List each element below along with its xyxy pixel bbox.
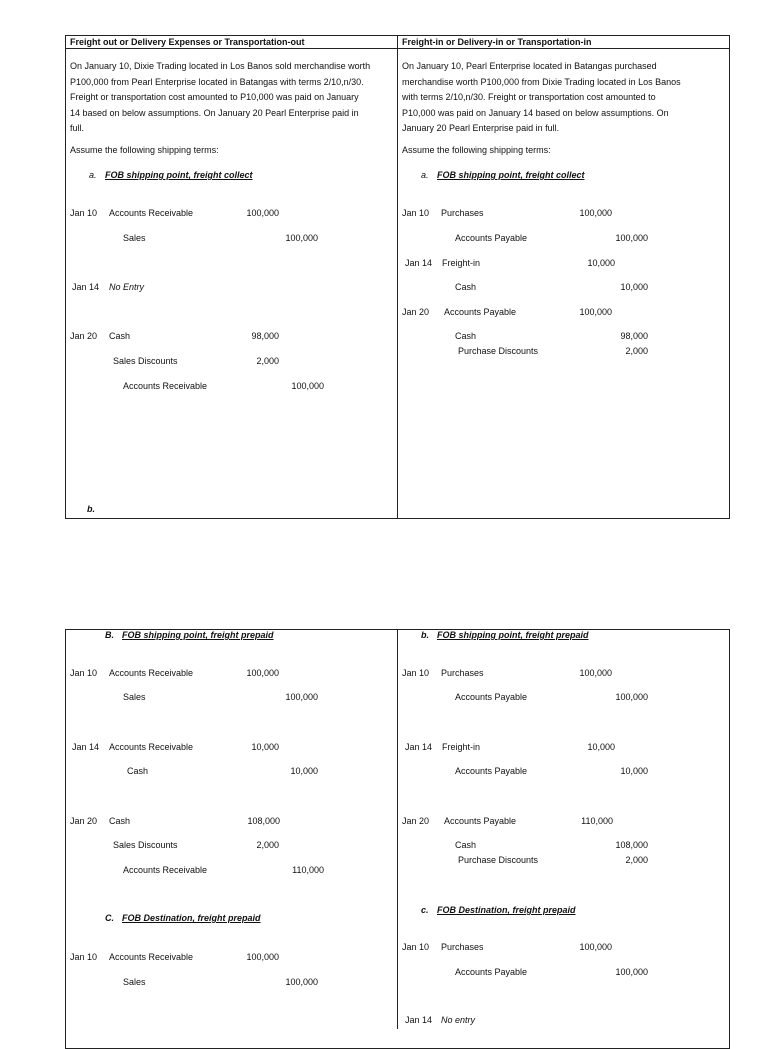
debit-amount: 98,000 [251, 331, 279, 341]
left-para-line: 14 based on below assumptions. On January 20 Pearl Enterprise paid in [70, 107, 359, 118]
left-para-line: full. [70, 123, 85, 133]
credit-amount: 110,000 [292, 865, 324, 875]
debit-account: Accounts Payable [444, 816, 517, 826]
right-para-line: On January 10, Pearl Enterprise located in Batangas purchased [402, 61, 657, 71]
table-top-divider [397, 35, 398, 519]
next-case-letter: b. [87, 504, 95, 514]
left-para-line: Freight or transportation cost amounted to P10,000 was paid on January [70, 92, 359, 102]
credit-account: Sales [123, 977, 146, 987]
credit-account: Cash [127, 766, 149, 776]
credit-account: Accounts Payable [455, 692, 528, 702]
credit-amount: 2,000 [625, 855, 648, 865]
right-case-a-letter: a. [421, 170, 429, 180]
credit-amount: 100,000 [291, 381, 324, 391]
credit-account: Purchase Discounts [458, 346, 539, 356]
credit-account: Sales [123, 692, 146, 702]
entry-date: Jan 14 [405, 1015, 433, 1025]
credit-account: Sales [123, 233, 146, 243]
left-case-c-title: FOB Destination, freight prepaid [122, 913, 261, 923]
debit-amount: 10,000 [587, 258, 615, 268]
credit-amount: 10,000 [620, 766, 648, 776]
entry-date: Jan 20 [402, 307, 430, 317]
left-column-header: Freight out or Delivery Expenses or Transportation-out [70, 37, 305, 47]
debit-account: Purchases [441, 942, 484, 952]
debit-amount: 108,000 [247, 816, 280, 826]
debit-amount: 100,000 [579, 942, 612, 952]
table-bottom-divider [397, 629, 398, 1029]
right-case-a-title: FOB shipping point, freight collect [437, 170, 585, 180]
debit-account: Cash [109, 331, 131, 341]
entry-date: Jan 20 [70, 331, 98, 341]
left-case-b-letter: B. [105, 630, 114, 640]
no-entry-text: No entry [441, 1015, 476, 1025]
debit-amount: 100,000 [246, 668, 279, 678]
debit-account: Accounts Receivable [109, 668, 194, 678]
credit-account: Cash [455, 282, 477, 292]
right-case-b-letter: b. [421, 630, 429, 640]
right-case-b-title: FOB shipping point, freight prepaid [437, 630, 589, 640]
credit-account: Accounts Receivable [123, 865, 208, 875]
debit-account: Cash [109, 816, 131, 826]
right-assume-text: Assume the following shipping terms: [402, 145, 551, 155]
debit-amount: 100,000 [579, 668, 612, 678]
credit-amount: 100,000 [285, 692, 318, 702]
debit-account: Accounts Receivable [109, 742, 194, 752]
entry-date: Jan 14 [405, 258, 433, 268]
debit-account: Purchases [441, 208, 484, 218]
debit-amount: 100,000 [579, 208, 612, 218]
left-case-c-letter: C. [105, 913, 114, 923]
table-top-header-rule [65, 48, 730, 49]
entry-date: Jan 20 [402, 816, 430, 826]
credit-account: Accounts Payable [455, 766, 528, 776]
debit-amount: 10,000 [251, 742, 279, 752]
entry-date: Jan 14 [405, 742, 433, 752]
debit-account: Purchases [441, 668, 484, 678]
entry-date: Jan 10 [402, 668, 430, 678]
credit-amount: 100,000 [285, 977, 318, 987]
right-case-c-title: FOB Destination, freight prepaid [437, 905, 576, 915]
debit-amount: 2,000 [256, 356, 279, 366]
right-para-line: merchandise worth P100,000 from Dixie Trading located in Los Banos [402, 76, 681, 87]
entry-date: Jan 20 [70, 816, 98, 826]
left-assume-text: Assume the following shipping terms: [70, 145, 219, 155]
credit-amount: 98,000 [620, 331, 648, 341]
debit-account: Freight-in [442, 742, 481, 752]
right-para-line: with terms 2/10,n/30. Freight or transportation cost amounted to [402, 92, 656, 102]
left-para-line: On January 10, Dixie Trading located in Los Banos sold merchandise worth [70, 61, 371, 71]
credit-account: Accounts Payable [455, 967, 528, 977]
credit-amount: 2,000 [625, 346, 648, 356]
credit-account: Accounts Receivable [123, 381, 208, 391]
right-para-line: January 20 Pearl Enterprise paid in full. [402, 123, 560, 133]
debit-account: Accounts Receivable [109, 952, 194, 962]
entry-date: Jan 10 [402, 208, 430, 218]
entry-date: Jan 14 [72, 282, 100, 292]
debit-account: Accounts Receivable [109, 208, 194, 218]
debit-amount: 110,000 [581, 816, 613, 826]
debit-amount: 100,000 [246, 952, 279, 962]
credit-account: Cash [455, 331, 477, 341]
debit-account: Accounts Payable [444, 307, 517, 317]
credit-account: Accounts Payable [455, 233, 528, 243]
debit-amount: 100,000 [246, 208, 279, 218]
credit-amount: 108,000 [615, 840, 648, 850]
left-case-a-letter: a. [89, 170, 97, 180]
debit-account: Sales Discounts [113, 840, 178, 850]
credit-amount: 10,000 [290, 766, 318, 776]
credit-account: Cash [455, 840, 477, 850]
right-case-c-letter: c. [421, 905, 429, 915]
debit-amount: 10,000 [587, 742, 615, 752]
credit-amount: 100,000 [285, 233, 318, 243]
no-entry-text: No Entry [109, 282, 145, 292]
entry-date: Jan 14 [72, 742, 100, 752]
credit-account: Purchase Discounts [458, 855, 539, 865]
credit-amount: 100,000 [615, 967, 648, 977]
debit-amount: 100,000 [579, 307, 612, 317]
debit-amount: 2,000 [256, 840, 279, 850]
right-column-header: Freight-in or Delivery-in or Transportation-in [402, 37, 592, 47]
left-para-line: P100,000 from Pearl Enterprise located in Batangas with terms 2/10,n/30. [70, 76, 364, 87]
right-para-line: P10,000 was paid on January 14 based on below assumptions. On [402, 107, 669, 118]
entry-date: Jan 10 [70, 668, 98, 678]
credit-amount: 100,000 [615, 692, 648, 702]
entry-date: Jan 10 [402, 942, 430, 952]
entry-date: Jan 10 [70, 952, 98, 962]
credit-amount: 10,000 [620, 282, 648, 292]
debit-account: Freight-in [442, 258, 481, 268]
debit-account: Sales Discounts [113, 356, 178, 366]
credit-amount: 100,000 [615, 233, 648, 243]
left-case-a-title: FOB shipping point, freight collect [105, 170, 253, 180]
entry-date: Jan 10 [70, 208, 98, 218]
right-scenario-paragraph [402, 59, 727, 137]
left-case-b-title: FOB shipping point, freight prepaid [122, 630, 274, 640]
left-scenario-paragraph [70, 59, 395, 137]
